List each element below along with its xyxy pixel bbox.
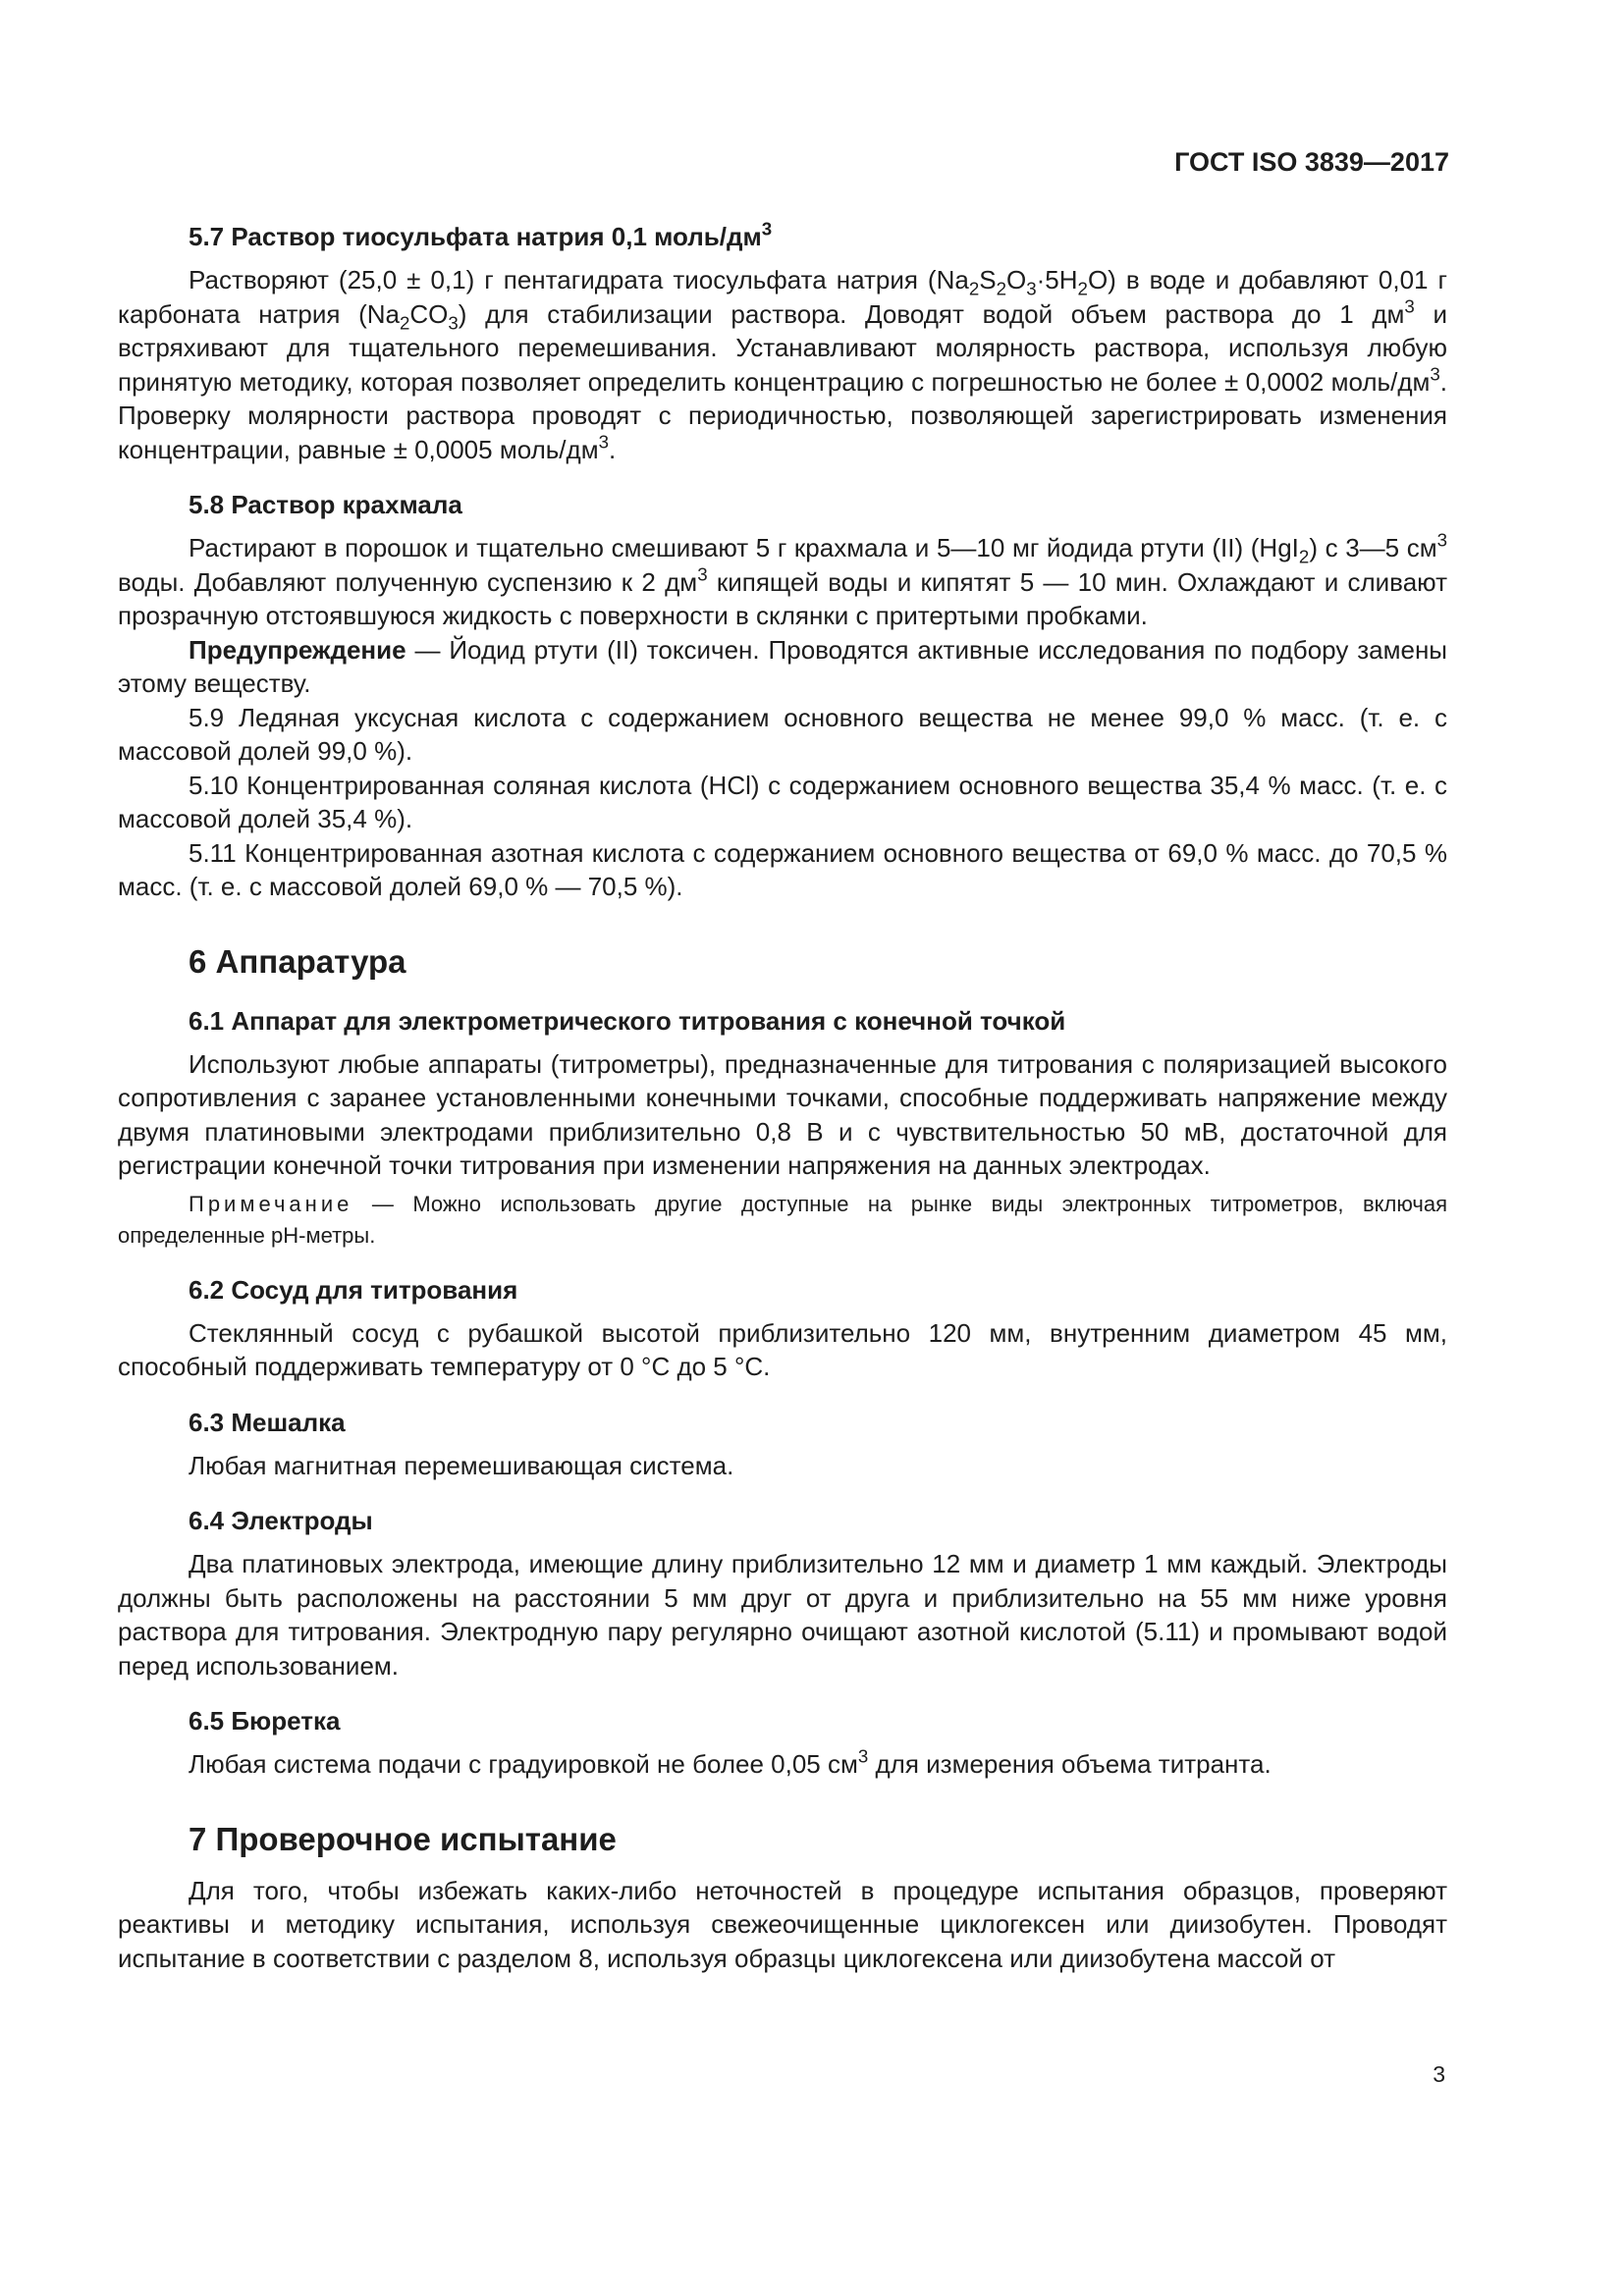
section-5-8-title: 5.8 Раствор крахмала xyxy=(189,490,462,519)
section-6-5-text: Любая система подачи с градуировкой не более 0,05 $см^3$ для измерения объема титранта. xyxy=(189,1745,1272,1779)
document-body xyxy=(118,218,1447,1975)
warning-label: Предупреждение xyxy=(189,634,406,665)
section-6-2-text: Стеклянный сосуд с рубашкой высотой приблизительно 120 мм, внутренним диаметром 45 мм, способный поддерживать температуру от 0 °С до 5 °С. xyxy=(118,1317,1447,1381)
document-code: ГОСТ ISO 3839—2017 xyxy=(1174,147,1449,177)
section-5-7-text: Растворяют (25,0 ± 0,1) г пентагидрата тиосульфата натрия $(Na_2S_2O_3\cdot 5H_2O)$ в воде и добавляют 0,01 г карбоната натрия $(Na_2CO_3)$ для стабилизации раствора. Доводят водой объем раствора до 1 $дм^3$ и встряхивают для тщательного перемешивания. Устанавливают молярность раствора, используя любую принятую методику, которая позволяет определить концентрацию с погрешностью не более ± 0,0002 моль/$дм^3$. Проверку молярности раствора проводят с периодичностью, позволяющей зарегистрировать изменения концентрации, равные ± 0,0005 моль/$дм^3$. xyxy=(118,265,1448,464)
section-5-7-title: 5.7 Раствор тиосульфата натрия 0,1 моль/$дм^3$ xyxy=(189,218,773,251)
section-5-10-text: 5.10 Концентрированная соляная кислота (HCl) с содержанием основного вещества 35,4 % масс. (т. е. с массовой долей 35,4 %). xyxy=(118,770,1447,833)
section-5-11-text: 5.11 Концентрированная азотная кислота с содержанием основного вещества от 69,0 % масс. до 70,5 % масс. (т. е. с массовой долей 69,0 % — 70,5 %). xyxy=(118,837,1447,901)
section-6-3-title: 6.3 Мешалка xyxy=(189,1407,346,1437)
section-6-4-title: 6.4 Электроды xyxy=(189,1506,373,1535)
section-6-2-title: 6.2 Сосуд для титрования xyxy=(189,1274,518,1305)
section-7-text: Для того, чтобы избежать каких-либо неточностей в процедуре испытания образцов, проверяют реактивы и методику испытания, используя свежеочищенные циклогексен или диизобутен. Проводят испытание в соответствии с разделом 8, используя образцы циклогексена или диизобутена массой от xyxy=(118,1875,1447,1973)
section-6-1-title: 6.1 Аппарат для электрометрического титрования с конечной точкой xyxy=(189,1005,1066,1036)
section-6-title: 6 Аппаратура xyxy=(189,942,406,980)
note-label: Примечание xyxy=(189,1191,353,1216)
section-6-1-text: Используют любые аппараты (титрометры), предназначенные для титрования с поляризацией высокого сопротивления с заранее установленными конечными точками, способные поддерживать напряжение между двумя платиновыми электродами приблизительно 0,8 В и с чувствительностью 50 мВ, достаточной для регистрации конечной точки титрования при изменении напряжения на данных электродах. xyxy=(118,1048,1447,1180)
note-paragraph: Примечание — Можно использовать другие доступные на рынке виды электронных титрометров, включая определенные pH-метры. xyxy=(118,1191,1447,1248)
section-6-5-title: 6.5 Бюретка xyxy=(189,1706,341,1735)
section-5-9-text: 5.9 Ледяная уксусная кислота с содержанием основного вещества не менее 99,0 % масс. (т. е. с массовой долей 99,0 %). xyxy=(118,702,1447,766)
section-6-3-text: Любая магнитная перемешивающая система. xyxy=(189,1450,734,1480)
section-7-title: 7 Проверочное испытание xyxy=(189,1820,617,1857)
page-number: 3 xyxy=(1433,2061,1445,2087)
section-6-4-text: Два платиновых электрода, имеющие длину приблизительно 12 мм и диаметр 1 мм каждый. Электроды должны быть расположены на расстоянии 5 мм друг от друга и приблизительно на 55 мм ниже уровня раствора для титрования. Электродную пару регулярно очищают азотной кислотой (5.11) и промывают водой перед использованием. xyxy=(118,1549,1447,1681)
section-5-8-text: Растирают в порошок и тщательно смешивают 5 г крахмала и 5—10 мг йодида ртути (II) (HgI$_2$) с 3—5 $см^3$ воды. Добавляют полученную суспензию к 2 $дм^3$ кипящей воды и кипятят 5 — 10 мин. Охлаждают и сливают прозрачную отстоявшуюся жидкость с поверхности в склянки с притертыми пробками. xyxy=(118,529,1448,630)
warning-paragraph: Предупреждение — Йодид ртути (II) токсичен. Проводятся активные исследования по подбору замены этому веществу. xyxy=(118,634,1447,698)
